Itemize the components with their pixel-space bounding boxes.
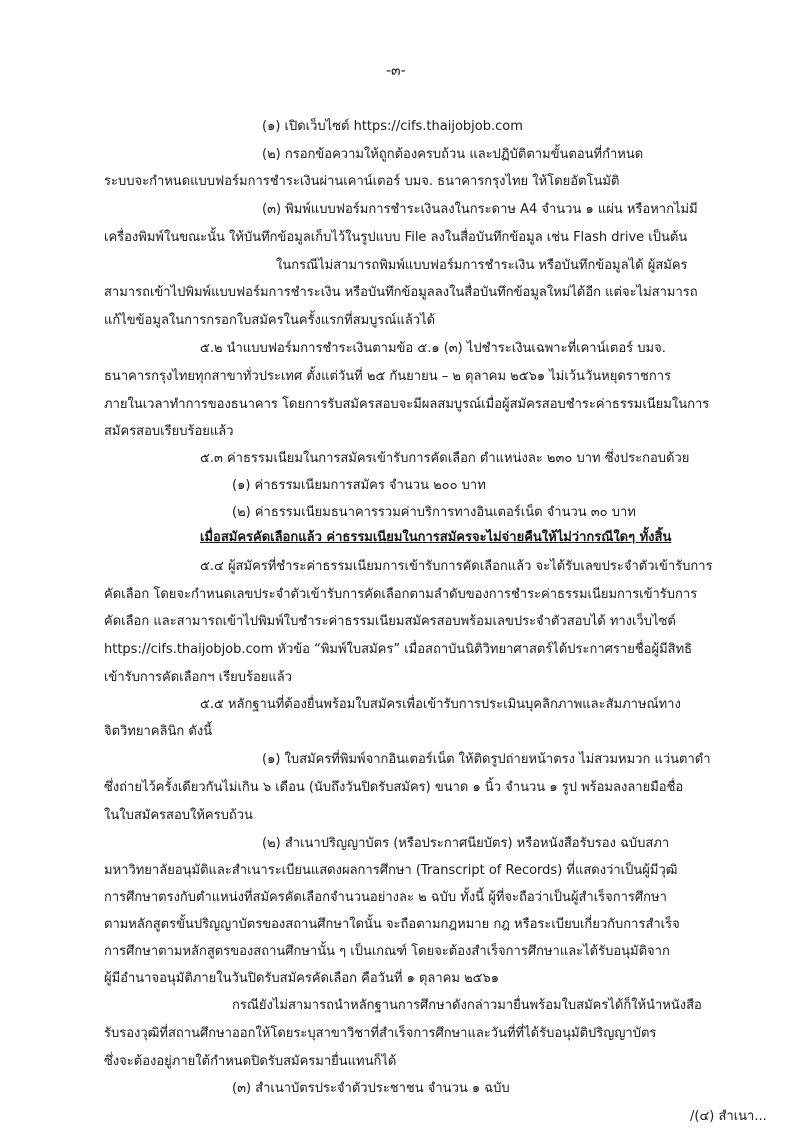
paragraph-line: ซึ่งจะต้องอยู่ภายใต้กำหนดปิดรับสมัครมายื่นแทนก็ได้ <box>104 1054 397 1069</box>
paragraph-line: คัดเลือก และสามารถเข้าไปพิมพ์ใบชำระค่าธรรมเนียมสมัครสอบพร้อมเลขประจำตัวสอบได้ ทางเว็บไซต์ <box>104 614 676 629</box>
paragraph-line: รับรองวุฒิที่สถานศึกษาออกให้โดยระบุสาขาวิชาที่สำเร็จการศึกษาและวันที่ที่ได้รับอนุมัติปริญญาบัตร <box>104 1026 657 1041</box>
continuation-note: /(๔) สำเนา... <box>690 1109 767 1124</box>
paragraph-line: (๑) ค่าธรรมเนียมการสมัคร จำนวน ๒๐๐ บาท <box>232 478 486 493</box>
paragraph-line: การศึกษาตรงกับตำแหน่งที่สมัครคัดเลือกจำนวนอย่างละ ๒ ฉบับ ทั้งนี้ ผู้ที่จะถือว่าเป็นผู้สำเร็จการศึกษา <box>104 890 667 905</box>
paragraph-line: เครื่องพิมพ์ในขณะนั้น ให้บันทึกข้อมูลเก็บไว้ในรูปแบบ File ลงในสื่อบันทึกข้อมูล เช่น Flash drive เป็นต้น <box>104 230 688 245</box>
paragraph-line: ในใบสมัครสอบให้ครบถ้วน <box>104 808 253 823</box>
paragraph-line: ตามหลักสูตรขั้นปริญญาบัตรของสถานศึกษาใดนั้น จะถือตามกฎหมาย กฎ หรือระเบียบเกี่ยวกับการสำเร็จ <box>104 917 680 932</box>
paragraph-line: ภายในเวลาทำการของธนาคาร โดยการรับสมัครสอบจะมีผลสมบูรณ์เมื่อผู้สมัครสอบชำระค่าธรรมเนียมในการ <box>104 397 710 412</box>
paragraph-line: ซึ่งถ่ายไว้ครั้งเดียวกันไม่เกิน ๖ เดือน (นับถึงวันปิดรับสมัคร) ขนาด ๑ นิ้ว จำนวน ๑ รูป พร้อมลงลายมือชื่อ <box>104 780 684 795</box>
paragraph-line: กรณียังไม่สามารถนำหลักฐานการศึกษาดังกล่าวมายื่นพร้อมใบสมัครได้ก็ให้นำหนังสือ <box>232 998 702 1013</box>
paragraph-line: (๑) เปิดเว็บไซต์ https://cifs.thaijobjob.com <box>262 119 523 134</box>
paragraph-line: ๕.๓ ค่าธรรมเนียมในการสมัครเข้ารับการคัดเลือก ตำแหน่งละ ๒๓๐ บาท ซึ่งประกอบด้วย <box>200 451 690 466</box>
paragraph-line: (๒) สำเนาปริญญาบัตร (หรือประกาศนียบัตร) หรือหนังสือรับรอง ฉบับสภา <box>262 836 670 851</box>
paragraph-line: ธนาคารกรุงไทยทุกสาขาทั่วประเทศ ตั้งแต่วันที่ ๒๕ กันยายน – ๒ ตุลาคม ๒๕๖๑ ไม่เว้นวันหยุดราชการ <box>104 369 672 384</box>
paragraph-line: สมัครสอบเรียบร้อยแล้ว <box>104 424 234 439</box>
paragraph-line: จิตวิทยาคลินิก ดังนี้ <box>104 724 213 739</box>
paragraph-line: ๕.๕ หลักฐานที่ต้องยื่นพร้อมใบสมัครเพื่อเข้ารับการประเมินบุคลิกภาพและสัมภาษณ์ทาง <box>200 697 681 712</box>
paragraph-line: (๒) ค่าธรรมเนียมธนาคารรวมค่าบริการทางอินเตอร์เน็ต จำนวน ๓๐ บาท <box>232 505 636 520</box>
paragraph-line: ผู้มีอำนาจอนุมัติภายในวันปิดรับสมัครคัดเลือก คือวันที่ ๑ ตุลาคม ๒๕๖๑ <box>104 971 499 986</box>
paragraph-line: คัดเลือก โดยจะกำหนดเลขประจำตัวเข้ารับการคัดเลือกตามลำดับของการชำระค่าธรรมเนียมการเข้ารับการ <box>104 587 698 602</box>
paragraph-line: ระบบจะกำหนดแบบฟอร์มการชำระเงินผ่านเคาน์เตอร์ บมจ. ธนาคารกรุงไทย ให้โดยอัตโนมัติ <box>104 174 620 189</box>
paragraph-line: การศึกษาตามหลักสูตรของสถานศึกษานั้น ๆ เป็นเกณฑ์ โดยจะต้องสำเร็จการศึกษาและได้รับอนุมัติจาก <box>104 944 670 959</box>
paragraph-line: https://cifs.thaijobjob.com หัวข้อ “พิมพ์ใบสมัคร” เมื่อสถาบันนิติวิทยาศาสตร์ได้ประกาศรายชื่อผู้มีสิทธิ <box>104 642 693 657</box>
refund-notice: เมื่อสมัครคัดเลือกแล้ว ค่าธรรมเนียมในการสมัครจะไม่จ่ายคืนให้ไม่ว่ากรณีใดๆ ทั้งสิ้น <box>200 530 672 545</box>
paragraph-line: (๒) กรอกข้อความให้ถูกต้องครบถ้วน และปฏิบัติตามขั้นตอนที่กำหนด <box>262 147 644 162</box>
paragraph-line: ๕.๒ นำแบบฟอร์มการชำระเงินตามข้อ ๕.๑ (๓) ไปชำระเงินเฉพาะที่เคาน์เตอร์ บมจ. <box>200 341 666 356</box>
paragraph-line: สามารถเข้าไปพิมพ์แบบฟอร์มการชำระเงิน หรือบันทึกข้อมูลลงในสื่อบันทึกข้อมูลใหม่ได้อีก แต่จะไม่สามารถ <box>104 285 698 300</box>
paragraph-line: แก้ไขข้อมูลในการกรอกใบสมัครในครั้งแรกที่สมบูรณ์แล้วได้ <box>104 313 436 328</box>
paragraph-line: (๓) พิมพ์แบบฟอร์มการชำระเงินลงในกระดาษ A4 จำนวน ๑ แผ่น หรือหากไม่มี <box>262 202 698 217</box>
paragraph-line: ในกรณีไม่สามารถพิมพ์แบบฟอร์มการชำระเงิน หรือบันทึกข้อมูลได้ ผู้สมัคร <box>276 258 688 273</box>
page-number: -๓- <box>386 63 406 79</box>
paragraph-line: (๑) ใบสมัครที่พิมพ์จากอินเตอร์เน็ต ให้ติดรูปถ่ายหน้าตรง ไม่สวมหมวก แว่นตาดำ <box>262 752 711 767</box>
paragraph-line: ๕.๔ ผู้สมัครที่ชำระค่าธรรมเนียมการเข้ารับการคัดเลือกแล้ว จะได้รับเลขประจำตัวเข้ารับการ <box>200 559 713 574</box>
paragraph-line: มหาวิทยาลัยอนุมัติและสำเนาระเบียนแสดงผลการศึกษา (Transcript of Records) ที่แสดงว่าเป็นผู้มีวุฒิ <box>104 863 678 878</box>
paragraph-line: เข้ารับการคัดเลือกฯ เรียบร้อยแล้ว <box>104 670 293 685</box>
paragraph-line: (๓) สำเนาบัตรประจำตัวประชาชน จำนวน ๑ ฉบับ <box>232 1081 510 1096</box>
